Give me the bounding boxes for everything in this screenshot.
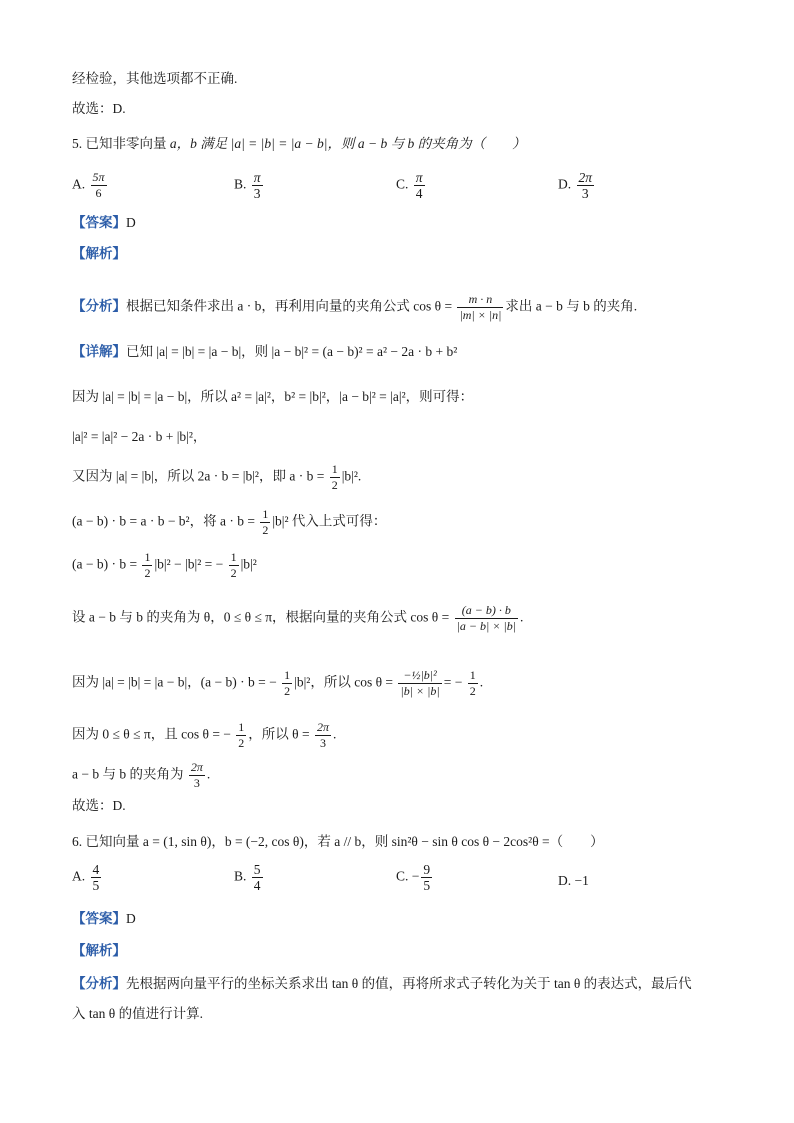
frac-den: 2 xyxy=(284,684,291,698)
text: |b|² − |b|² = − xyxy=(154,556,224,572)
option-label: B. xyxy=(234,868,247,884)
q6-analysis-tag xyxy=(72,942,126,960)
frac-num: 2π xyxy=(578,170,593,185)
frac-num: 1 xyxy=(469,668,476,682)
frac-num: 4 xyxy=(92,862,100,877)
minus-sign: − xyxy=(411,868,420,884)
text: 因为 0 ≤ θ ≤ π，且 cos θ = − xyxy=(72,726,231,742)
q6-option-a[interactable] xyxy=(72,862,103,893)
frac-num: 1 xyxy=(284,668,291,682)
q5-detail xyxy=(72,343,457,361)
frac-den: 5 xyxy=(423,878,431,893)
text: a − b 与 b 的夹角为 xyxy=(72,766,184,782)
choice-line: 故选：D. xyxy=(72,101,126,116)
fenxi-tag: 【分析】 xyxy=(72,976,126,991)
q5-choice: 故选：D. xyxy=(72,798,126,813)
text: |b|². xyxy=(341,468,362,484)
q5-answer xyxy=(72,214,136,232)
q5-option-a[interactable] xyxy=(72,170,109,201)
frac-den: 4 xyxy=(415,186,423,201)
q5-since xyxy=(72,668,483,699)
text: 又因为 |a| = |b|，所以 2a · b = |b|²，即 a · b = xyxy=(72,468,325,484)
q5-analysis-tag xyxy=(72,245,126,263)
fenxi-text: 先根据两向量平行的坐标关系求出 tan θ 的值，再将所求式子转化为关于 tan θ 的表达式，最后代 xyxy=(126,976,692,991)
frac-num: 1 xyxy=(238,720,245,734)
analysis-tag: 【解析】 xyxy=(72,246,126,261)
frac-num: −½|b|² xyxy=(398,668,441,684)
frac-den: |m| × |n| xyxy=(459,308,502,322)
q5-fenxi xyxy=(72,292,637,323)
q5-range xyxy=(72,720,336,751)
frac-num: m · n xyxy=(457,292,503,308)
option-value: −1 xyxy=(574,873,589,888)
frac-num: π xyxy=(253,170,261,185)
text: . xyxy=(206,766,211,782)
analysis-tag: 【解析】 xyxy=(72,943,126,958)
option-label: D. xyxy=(558,873,572,888)
q6-stem: 6. 已知向量 a = (1, sin θ)，b = (−2, cos θ)，若 a // b，则 sin²θ − sin θ cos θ − 2cos²θ =（ ） xyxy=(72,834,604,849)
frac-num: 1 xyxy=(331,462,338,476)
frac-den: 5 xyxy=(92,878,100,893)
text: |b|² 代入上式可得： xyxy=(272,513,387,529)
answer-tag: 【答案】 xyxy=(72,911,126,926)
q5-result xyxy=(72,550,257,581)
answer-tag: 【答案】 xyxy=(72,215,126,230)
text: 因为 |a| = |b| = |a − b|，(a − b) · b = − xyxy=(72,674,277,690)
frac-den: 6 xyxy=(95,186,102,200)
q5-eq-1: |a|² = |a|² − 2a · b + |b|²， xyxy=(72,429,207,444)
q5-because-1: 因为 |a| = |b| = |a − b|，所以 a² = |a|²，b² = |b|²，|a − b|² = |a|²，则可得： xyxy=(72,389,474,404)
frac-den: 2 xyxy=(262,523,269,537)
frac-den: 2 xyxy=(144,566,151,580)
q6-answer xyxy=(72,910,136,928)
option-label: C. xyxy=(396,868,409,884)
frac-den: |a − b| × |b| xyxy=(456,619,517,633)
q5-stem-b: a，b 满足 |a| = |b| = |a − b|，则 a − b 与 b 的夹角为（ ） xyxy=(169,136,526,151)
q5-also xyxy=(72,462,361,493)
frac-den: |b| × |b| xyxy=(400,684,440,698)
q6-fenxi-1 xyxy=(72,975,692,993)
frac-den: 3 xyxy=(193,776,200,790)
answer-value: D xyxy=(126,911,136,926)
option-label: B. xyxy=(234,176,247,192)
q6-option-d[interactable] xyxy=(558,873,589,889)
frac-den: 3 xyxy=(320,736,327,750)
q5-stem xyxy=(72,135,526,153)
text: ，所以 θ = xyxy=(248,726,310,742)
frac-num: 5π xyxy=(92,170,105,184)
frac-num: 1 xyxy=(144,550,151,564)
detail-text: 已知 |a| = |b| = |a − b|，则 |a − b|² = (a − b)² = a² − 2a · b + b² xyxy=(126,344,458,359)
text: (a − b) · b = a · b − b²，将 a · b = xyxy=(72,513,255,529)
q6-option-c[interactable] xyxy=(396,862,434,893)
q5-option-b[interactable] xyxy=(234,170,265,201)
q5-conclusion xyxy=(72,760,210,791)
frac-num: 2π xyxy=(317,720,330,734)
option-label: C. xyxy=(396,176,409,192)
frac-den: 4 xyxy=(253,878,261,893)
fenxi-tag: 【分析】 xyxy=(72,298,126,314)
frac-den: 2 xyxy=(469,684,476,698)
frac-num: 1 xyxy=(230,550,237,564)
detail-tag: 【详解】 xyxy=(72,344,126,359)
check-line: 经检验，其他选项都不正确. xyxy=(72,71,238,86)
text: . xyxy=(333,726,337,742)
q5-stem-a: 5. 已知非零向量 xyxy=(72,136,167,151)
text: . xyxy=(479,674,484,690)
frac-num: (a − b) · b xyxy=(455,603,518,619)
text: . xyxy=(520,609,524,625)
frac-num: 9 xyxy=(423,862,431,877)
frac-num: 2π xyxy=(190,760,203,774)
frac-num: 5 xyxy=(253,862,261,877)
text: |b|² xyxy=(240,556,257,572)
option-label: D. xyxy=(558,176,572,192)
frac-den: 3 xyxy=(253,186,261,201)
frac-num: 1 xyxy=(262,507,269,521)
q5-option-c[interactable] xyxy=(396,170,427,201)
frac-num: π xyxy=(415,170,423,185)
q6-option-b[interactable] xyxy=(234,862,265,893)
fenxi-text-a: 根据已知条件求出 a · b，再利用向量的夹角公式 cos θ = xyxy=(126,298,453,314)
text: |b|²，所以 cos θ = xyxy=(294,674,394,690)
frac-den: 2 xyxy=(331,478,338,492)
text: (a − b) · b = xyxy=(72,556,138,572)
frac-den: 2 xyxy=(230,566,237,580)
frac-den: 2 xyxy=(238,736,245,750)
frac-den: 3 xyxy=(581,186,589,201)
q6-fenxi-2: 入 tan θ 的值进行计算. xyxy=(72,1006,203,1021)
text: = − xyxy=(443,674,463,690)
fenxi-text-b: 求出 a − b 与 b 的夹角. xyxy=(505,298,638,314)
q5-option-d[interactable] xyxy=(558,170,596,201)
option-label: A. xyxy=(72,176,86,192)
q5-set xyxy=(72,603,523,634)
answer-value: D xyxy=(126,215,136,230)
text: 设 a − b 与 b 的夹角为 θ，0 ≤ θ ≤ π，根据向量的夹角公式 cos θ = xyxy=(72,609,450,625)
q5-sub xyxy=(72,507,386,538)
option-label: A. xyxy=(72,868,86,884)
